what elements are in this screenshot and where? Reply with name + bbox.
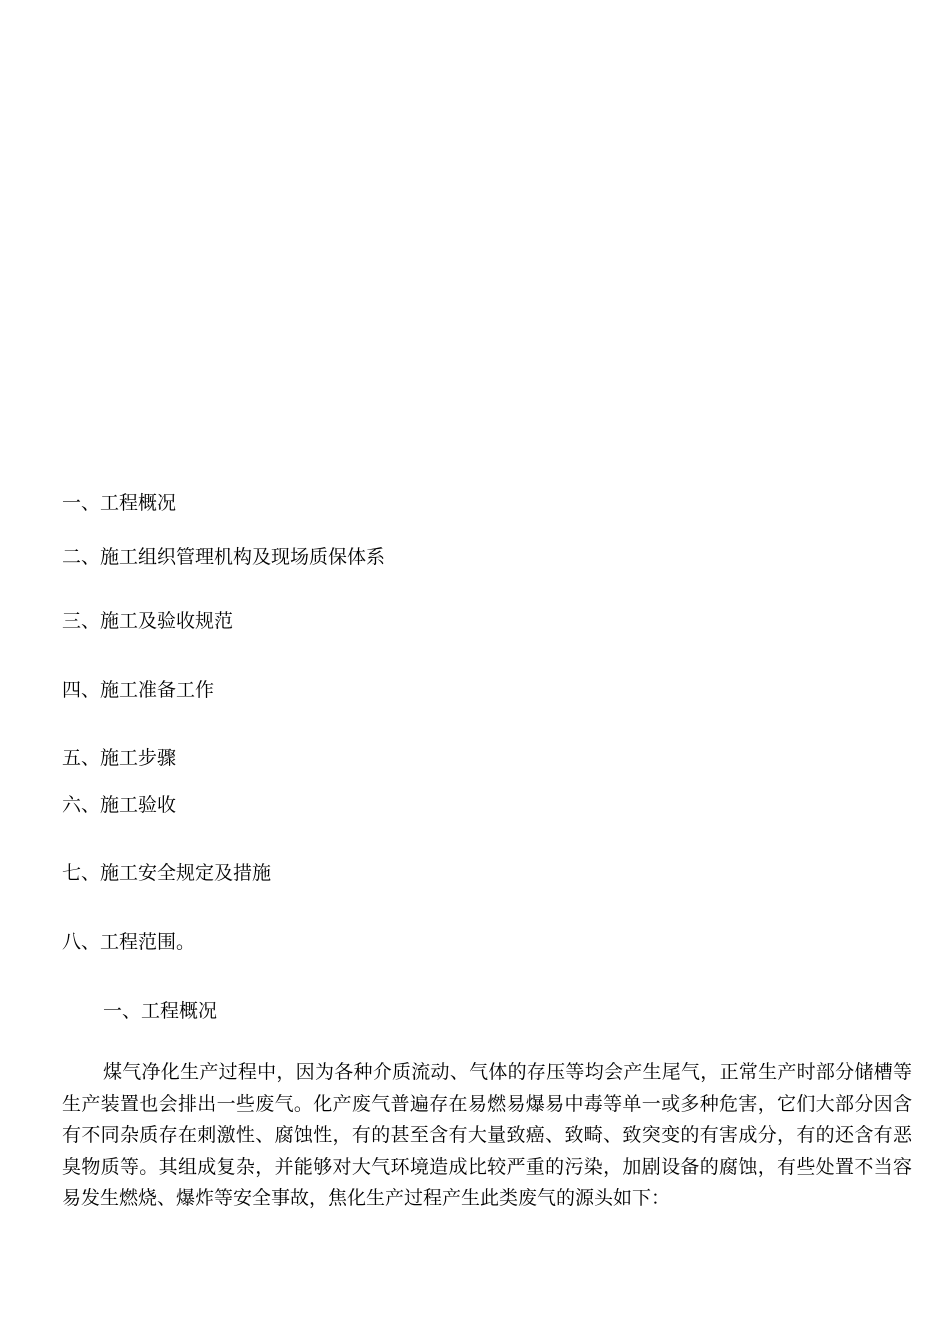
section-heading: 一、工程概况 [103,1000,218,1022]
toc-item-7: 七、施工安全规定及措施 [62,862,272,884]
toc-item-5: 五、施工步骤 [62,747,177,769]
body-paragraph: 煤气净化生产过程中，因为各种介质流动、气体的存压等均会产生尾气，正常生产时部分储槽等生产装置也会排出一些废气。化产废气普遍存在易燃易爆易中毒等单一或多种危害，它们大部分因含有不同杂质存在刺激性、腐蚀性，有的甚至含有大量致癌、致畸、致突变的有害成分，有的还含有恶臭物质等。其组成复杂，并能够对大气环境造成比较严重的污染，加剧设备的腐蚀，有些处置不当容易发生燃烧、爆炸等安全事故，焦化生产过程产生此类废气的源头如下： [62,1061,912,1209]
toc-item-6: 六、施工验收 [62,794,177,816]
toc-item-4: 四、施工准备工作 [62,679,215,701]
toc-item-1: 一、工程概况 [62,492,177,514]
toc-item-8: 八、工程范围。 [62,931,196,953]
toc-item-2: 二、施工组织管理机构及现场质保体系 [62,546,386,568]
toc-item-3: 三、施工及验收规范 [62,610,234,632]
